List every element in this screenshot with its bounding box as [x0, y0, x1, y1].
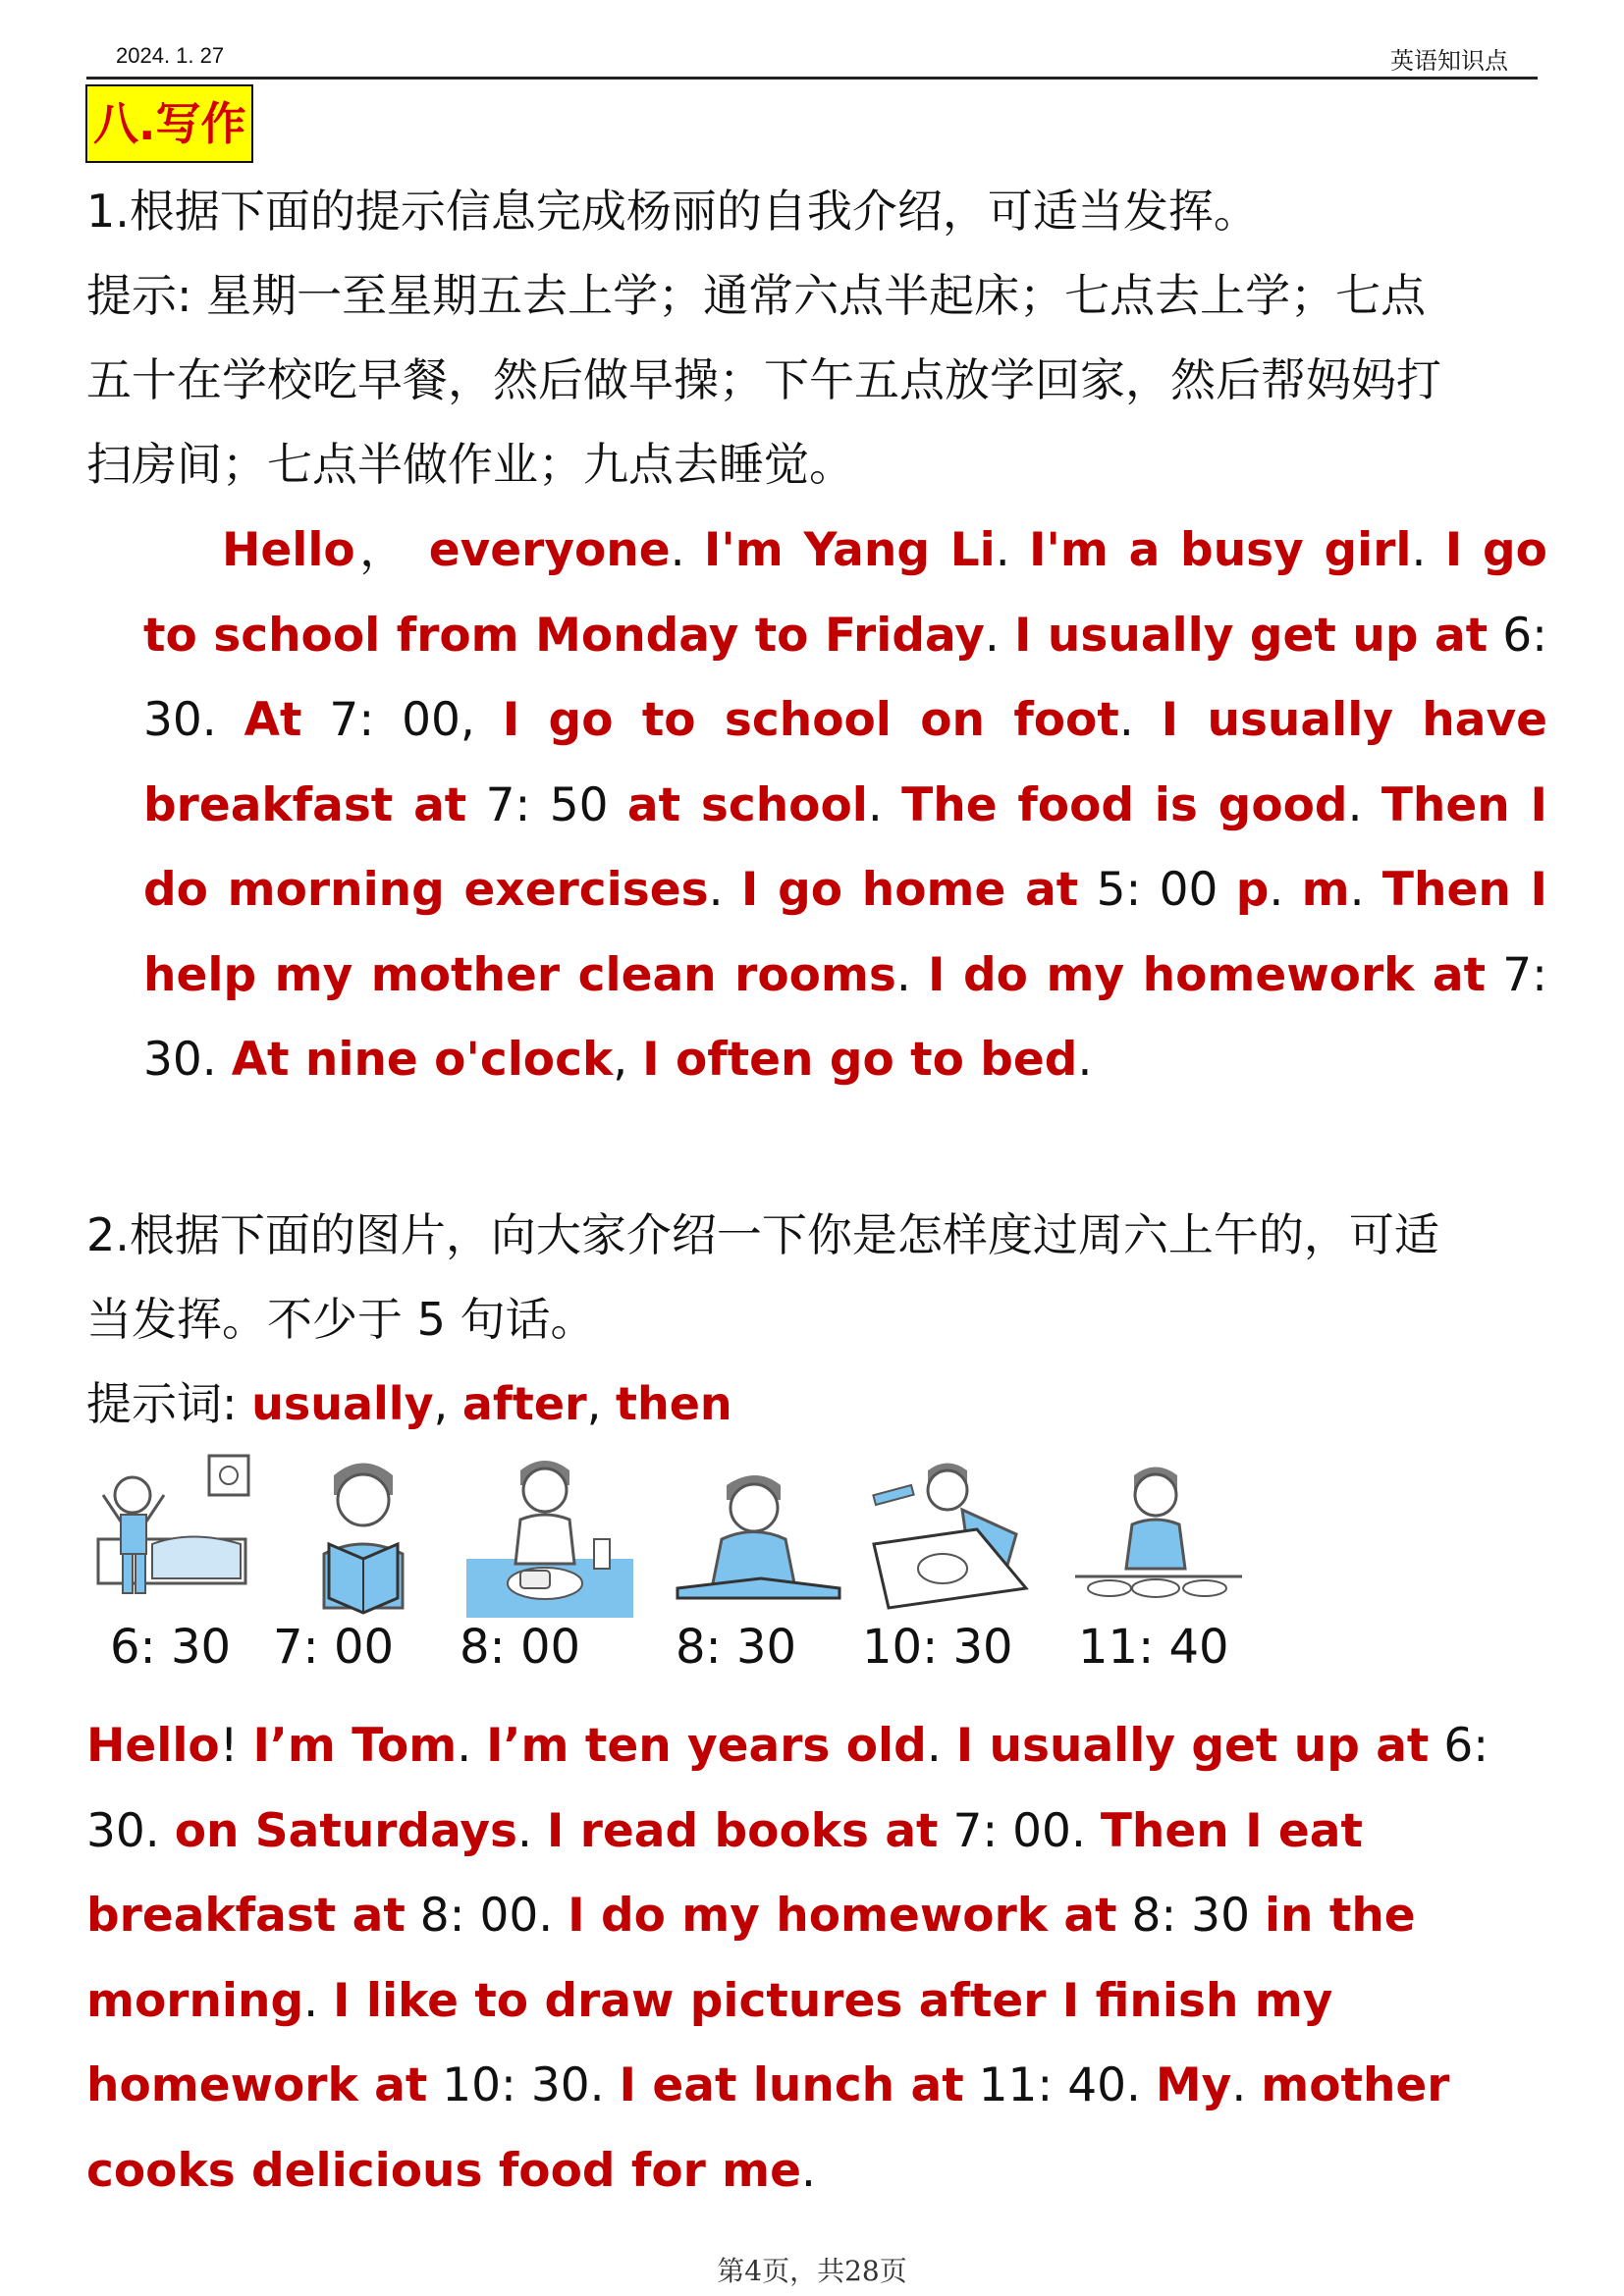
answer-phrase: At nine o'clock	[231, 1033, 614, 1087]
time-label: 7: 00	[273, 1620, 395, 1675]
answer-filler: 7: 30.	[143, 947, 1547, 1087]
answer-filler: .	[995, 523, 1030, 577]
answer-phrase: Hello	[222, 523, 355, 577]
answer-filler: 6: 30.	[86, 1719, 1489, 1858]
answer-phrase: I go home at	[740, 863, 1079, 917]
answer-phrase: I usually get up at	[1013, 608, 1489, 663]
answer-phrase: Hello	[86, 1719, 220, 1773]
answer-phrase: I read books at	[546, 1803, 939, 1858]
answer-filler: .	[801, 2143, 816, 2198]
answer-filler: !	[219, 1719, 253, 1773]
page-footer: 第4页，共28页	[717, 2255, 907, 2287]
answer-filler: .	[895, 947, 928, 1002]
answer-phrase: I go to school on foot	[502, 693, 1119, 747]
q2-hint-label: 提示词:	[86, 1377, 252, 1430]
answer-filler: .	[984, 608, 1014, 663]
answer-phrase: at school	[626, 777, 868, 832]
q1-hint-line-3: 扫房间；七点半做作业；九点去睡觉。	[86, 438, 854, 491]
time-label: 6: 30	[110, 1620, 232, 1675]
answer-filler: 7: 00.	[938, 1803, 1101, 1858]
answer-filler: .	[517, 1803, 547, 1858]
q2-prompt-line-1: 2.根据下面的图片，向大家介绍一下你是怎样度过周六上午的，可适	[86, 1208, 1439, 1261]
answer-phrase: I do my homework at	[568, 1889, 1117, 1943]
answer-filler: ,	[586, 1377, 616, 1430]
answer-filler: 8: 00.	[405, 1889, 568, 1943]
answer-filler: .	[708, 863, 741, 917]
answer-phrase: after	[461, 1377, 587, 1430]
q1-prompt: 1.根据下面的提示信息完成杨丽的自我介绍，可适当发挥。	[86, 185, 1259, 238]
answer-filler: 11: 40.	[963, 2058, 1156, 2112]
eating-lunch-illustration	[1075, 1451, 1242, 1618]
answer-filler: ,	[613, 1033, 643, 1087]
answer-filler: .	[457, 1719, 487, 1773]
reading-illustration	[309, 1451, 417, 1618]
q2-hint	[86, 1362, 1549, 1446]
answer-phrase: At	[244, 693, 302, 747]
time-label: 8: 30	[676, 1620, 797, 1675]
answer-phrase: I often go to bed	[642, 1033, 1078, 1087]
answer-phrase: usually	[251, 1377, 434, 1430]
answer-phrase: in the morning	[86, 1889, 1416, 2028]
answer-filler: 6: 30.	[143, 608, 1547, 747]
answer-filler: .	[1269, 863, 1302, 917]
getting-up-illustration	[93, 1451, 255, 1618]
answer-phrase: The food is good	[901, 777, 1348, 832]
q1-answer-text	[143, 508, 1547, 1103]
answer-phrase: everyone	[428, 523, 671, 577]
answer-phrase: I go to school from Monday to Friday	[143, 523, 1547, 663]
header-topic: 英语知识点	[1390, 47, 1508, 75]
answer-filler: .	[1411, 523, 1445, 577]
answer-phrase: I eat lunch at	[619, 2058, 964, 2112]
doing-homework-illustration	[668, 1451, 844, 1618]
answer-filler: 10: 30.	[427, 2058, 620, 2112]
answer-phrase: My	[1155, 2058, 1232, 2112]
answer-filler: .	[670, 523, 704, 577]
time-labels	[0, 1620, 1624, 1688]
answer-filler: .	[1231, 2058, 1262, 2112]
q1-hint-line-1: 提示: 星期一至星期五去上学；通常六点半起床；七点去上学；七点	[86, 269, 1427, 322]
answer-filler: 7: 50	[466, 777, 627, 832]
answer-filler: .	[1347, 777, 1381, 832]
answer-filler: 5: 00	[1078, 863, 1236, 917]
drawing-illustration	[869, 1451, 1031, 1618]
q2-hint-words	[251, 1377, 732, 1430]
answer-phrase: I’m Tom	[252, 1719, 458, 1773]
answer-filler: 8: 30	[1116, 1889, 1265, 1943]
answer-phrase: I usually have breakfast at	[143, 693, 1547, 832]
answer-filler: .	[1118, 693, 1162, 747]
q2-prompt-line-2: 当发挥。不少于 5 句话。	[86, 1293, 596, 1346]
answer-phrase: I’m ten years old	[486, 1719, 927, 1773]
answer-phrase: p	[1235, 863, 1270, 917]
answer-phrase: mother cooks delicious food for me	[86, 2058, 1450, 2198]
answer-phrase: I like to draw pictures after I finish my homework at	[86, 1973, 1333, 2112]
answer-phrase: on Saturdays	[174, 1803, 517, 1858]
answer-phrase: Then I do morning exercises	[143, 777, 1548, 917]
answer-filler: 7: 00,	[301, 693, 503, 747]
answer-filler: .	[303, 1973, 334, 2028]
answer-phrase: Then I help my mother clean rooms	[143, 863, 1548, 1002]
time-label: 8: 00	[460, 1620, 581, 1675]
time-label: 11: 40	[1078, 1620, 1229, 1675]
answer-phrase: I do my homework at	[927, 947, 1487, 1002]
answer-phrase: m	[1301, 863, 1350, 917]
page-header	[86, 39, 1538, 80]
time-label: 10: 30	[862, 1620, 1013, 1675]
answer-filler: ，	[354, 523, 429, 577]
answer-filler: ,	[433, 1377, 462, 1430]
answer-filler: .	[926, 1719, 956, 1773]
answer-phrase: Then I eat breakfast at	[86, 1803, 1363, 1943]
answer-filler: .	[1077, 1033, 1093, 1087]
answer-phrase: I usually get up at	[955, 1719, 1430, 1773]
answer-phrase: then	[616, 1377, 732, 1430]
q1-hint-line-2: 五十在学校吃早餐，然后做早操；下午五点放学回家，然后帮妈妈打	[86, 353, 1441, 406]
eating-breakfast-illustration	[466, 1451, 633, 1618]
q2-answer-text	[86, 1704, 1559, 2214]
section-title: 八.写作	[85, 84, 253, 163]
answer-filler: .	[1349, 863, 1382, 917]
header-date: 2024. 1. 27	[116, 43, 225, 68]
answer-phrase: I'm a busy girl	[1029, 523, 1412, 577]
answer-filler: .	[867, 777, 902, 832]
answer-phrase: I'm Yang Li	[703, 523, 996, 577]
activity-pictures	[93, 1451, 1232, 1618]
